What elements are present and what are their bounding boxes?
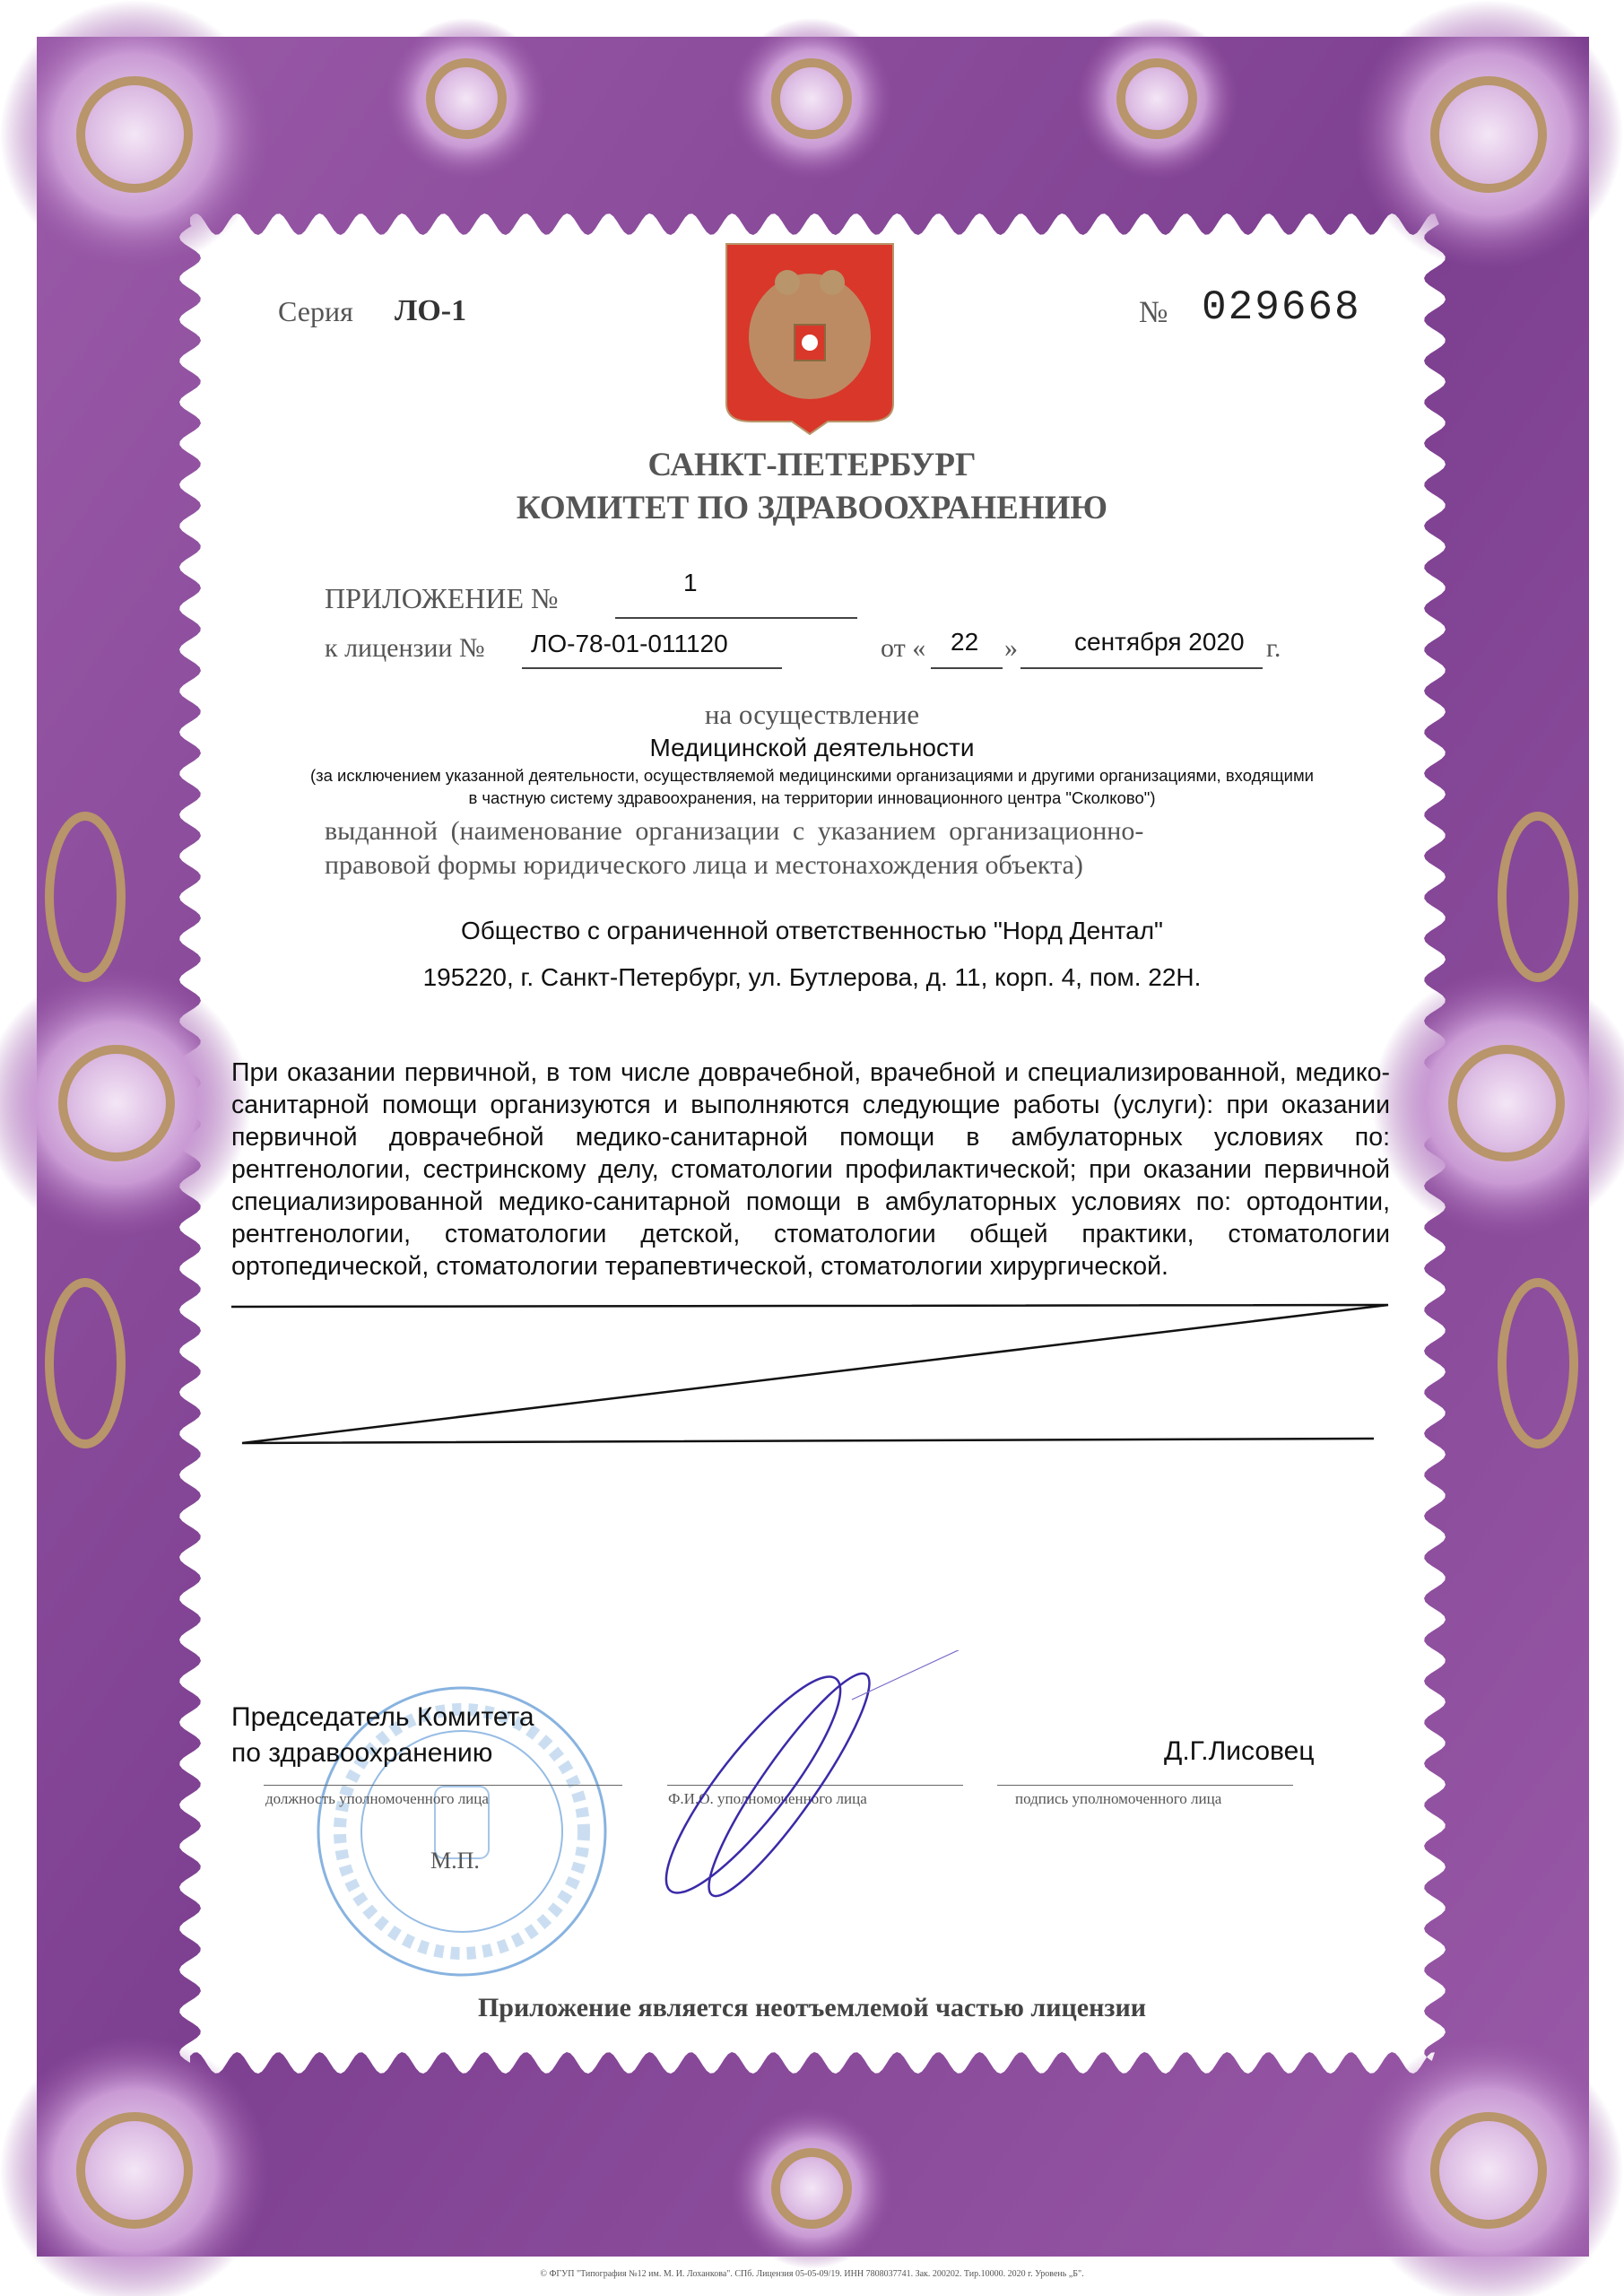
issuer-city: САНКТ-ПЕТЕРБУРГ	[647, 447, 977, 483]
printer-imprint: © ФГУП "Типография №12 им. М. И. Лоханкова". СПб. Лицензия 05-05-09/19. ИНН 7808037741. Зак. 200202. Тир.10000. 2020 г. Уровень „Б".	[540, 2269, 1084, 2279]
date-from-label: от «	[881, 633, 926, 663]
activity-exclusion-line2: в частную систему здравоохранения, на территории инновационного центра "Сколково")	[468, 788, 1156, 807]
license-label: к лицензии №	[325, 633, 485, 663]
series-value: ЛО-1	[395, 294, 467, 327]
caption-signature: подпись уполномоченного лица	[1015, 1790, 1222, 1807]
license-form-number: 029668	[1202, 284, 1361, 331]
handwritten-signature	[610, 1650, 1040, 1919]
signatory-position-line1: Председатель Комитета	[231, 1702, 534, 1732]
year-suffix: г.	[1266, 633, 1281, 663]
license-number: ЛО-78-01-011120	[531, 630, 728, 657]
date-day: 22	[951, 628, 979, 656]
issued-caption-line2: правовой формы юридического лица и местонахождения объекта)	[325, 850, 1083, 880]
caption-position: должность уполномоченного лица	[265, 1790, 489, 1807]
organization-address: 195220, г. Санкт-Петербург, ул. Бутлерова, д. 11, корп. 4, пом. 22Н.	[422, 963, 1202, 991]
signatory-name: Д.Г.Лисовец	[1164, 1736, 1315, 1766]
activity-type: Медицинской деятельности	[649, 734, 975, 761]
signatory-position-line2: по здравоохранению	[231, 1738, 493, 1768]
seal-place-label: М.П.	[430, 1848, 480, 1874]
activity-intro: на осуществление	[704, 699, 920, 730]
services-description: При оказании первичной, в том числе доврачебной, врачебной и специализированной, медико-санитарной помощи организуются и выполняются следующие работы (услуги): при оказании первичной доврачебной медико-санитарной помощи в амбулаторных условиях по: рентгенологии, сестринскому делу, стоматологии профилактической; при оказании первичной специализированной медико-санитарной помощи в амбулаторных условиях по: ортодонтии, рентгенологии, стоматологии детской, стоматологии общей практики, стоматологии ортопедической, стоматологии терапевтической, стоматологии хирургической.	[231, 1058, 1390, 1281]
issuer-committee: КОМИТЕТ ПО ЗДРАВООХРАНЕНИЮ	[516, 490, 1108, 526]
appendix-number: 1	[683, 569, 698, 596]
series-label: Серия	[278, 295, 353, 327]
appendix-label: ПРИЛОЖЕНИЕ №	[325, 582, 559, 614]
date-month-year: сентября 2020	[1074, 628, 1245, 656]
activity-exclusion-line1: (за исключением указанной деятельности, осуществляемой медицинскими организациями и другими организациями, входящими	[309, 766, 1315, 785]
number-label: №	[1139, 296, 1168, 329]
issued-caption-line1: выданной (наименование организации с указанием организационно-	[325, 816, 1144, 846]
date-close-quote: »	[1004, 633, 1018, 663]
caption-full-name: Ф.И.О. уполномоченного лица	[668, 1790, 867, 1807]
appendix-integral-note: Приложение является неотъемлемой частью лицензии	[477, 1993, 1147, 2022]
organization-name: Общество с ограниченной ответственностью "Норд Дентал"	[460, 917, 1163, 944]
